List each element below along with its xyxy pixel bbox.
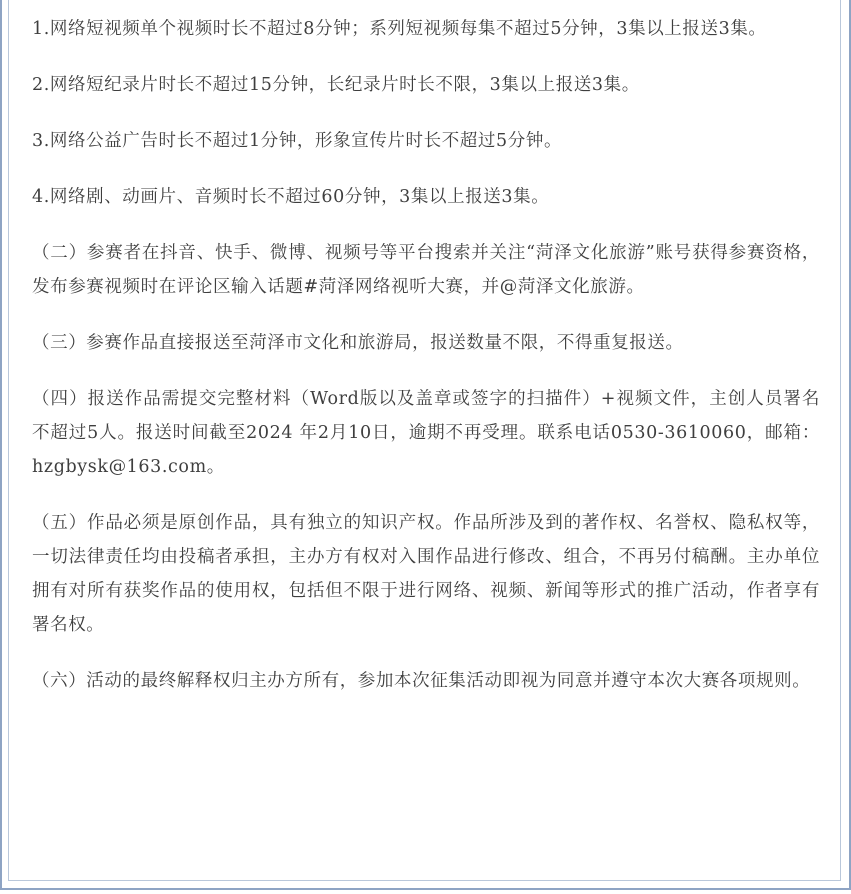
section-6-interpretation: （六）活动的最终解释权归主办方所有，参加本次征集活动即视为同意并遵守本次大赛各项规则。	[32, 671, 811, 691]
section-5-originality: （五）作品必须是原创作品，具有独立的知识产权。作品所涉及到的著作权、名誉权、隐私权等，一切法律责任均由投稿者承担，主办方有权对入围作品进行修改、组合，不再另付稿酬。主办单位拥有对所有获奖作品的使用权，包括但不限于进行网络、视频、新闻等形式的推广活动，作者享有署名权。	[32, 513, 820, 635]
rule-item-short-video-duration: 1.网络短视频单个视频时长不超过8分钟；系列短视频每集不超过5分钟，3集以上报送3集。	[32, 19, 767, 39]
rule-item-ad-duration: 3.网络公益广告时长不超过1分钟，形象宣传片时长不超过5分钟。	[32, 131, 563, 151]
section-3-submission: （三）参赛作品直接报送至菏泽市文化和旅游局，报送数量不限，不得重复报送。	[32, 333, 684, 353]
article-body	[32, 12, 820, 720]
section-2-participation: （二）参赛者在抖音、快手、微博、视频号等平台搜索并关注“菏泽文化旅游”账号获得参赛资格，发布参赛视频时在评论区输入话题#菏泽网络视听大赛，并@菏泽文化旅游。	[32, 243, 820, 297]
rule-item-drama-duration: 4.网络剧、动画片、音频时长不超过60分钟，3集以上报送3集。	[32, 187, 550, 207]
rule-item-documentary-duration: 2.网络短纪录片时长不超过15分钟，长纪录片时长不限，3集以上报送3集。	[32, 75, 640, 95]
section-4-materials-contact: （四）报送作品需提交完整材料（Word版以及盖章或签字的扫描件）+视频文件，主创人员署名不超过5人。报送时间截至2024 年2月10日，逾期不再受理。联系电话0530-3610060，邮箱：hzgbysk@163.com。	[32, 389, 820, 477]
